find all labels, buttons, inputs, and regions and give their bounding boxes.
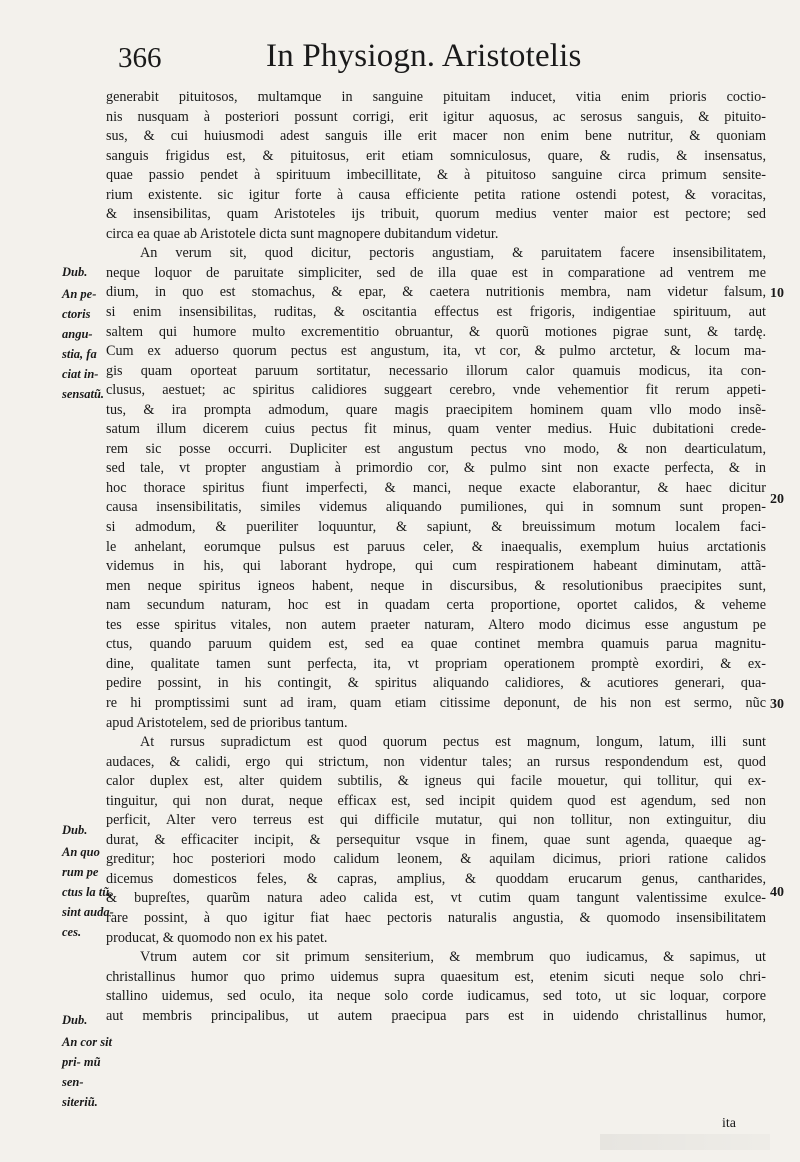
text-line: stallino uidemus, sed oculo, ita neque solo corde iudicamus, sed toto, ut sic loquar, corpore xyxy=(106,988,766,1005)
text-line: producat, & quomodo non ex his patet. xyxy=(106,929,328,946)
margin-note xyxy=(62,262,116,404)
margin-note xyxy=(62,1010,116,1112)
text-line: tus, & ira prompta admodum, quare magis praecipitem hominem quam vllo modo insẽ- xyxy=(106,401,766,418)
text-line: aut membris principalibus, ut autem praecipua pars est in uidendo christallinus humor, xyxy=(106,1007,766,1024)
margin-note-text: An pe- ctoris angu- stia, fa ciat in- sensatũ. xyxy=(62,287,105,401)
text-line: le anhelant, eorumque pulsus est paruus celer, & inaequalis, exemplum huius arctationis xyxy=(106,538,766,555)
paragraph xyxy=(106,244,766,733)
text-line: sanguis frigidus est, & pituitosus, erit etiam somniculosus, quare, & rudis, & insensatus, xyxy=(106,147,766,164)
text-line: ctus, quando paruum quidem est, sed ea quae continet membra quamuis parua magnitu- xyxy=(106,636,766,653)
text-line: saltem qui humore multo excrementitio obruantur, & quorũ motiones pigrae sunt, & tardę. xyxy=(106,323,766,340)
text-line: rium existente. sic igitur forte à causa efficiente petita ratione ostendi potest, & voracitas, xyxy=(106,186,766,203)
text-line: An verum sit, quod dicitur, pectoris angustiam, & paruitatem facere insensibilitatem, xyxy=(140,245,766,262)
text-line: clusus, aestuet; ac spiritus calidiores suggeart cerebro, vnde vehementior fit rerum appeti- xyxy=(106,382,766,399)
margin-note xyxy=(62,820,116,942)
text-line: & bupreſtes, quarũm natura adeo calida est, vt cutim quam tangunt valentissime exulce- xyxy=(106,890,766,907)
margin-note-dub: Dub. xyxy=(62,265,88,279)
body-text xyxy=(106,88,766,1026)
text-line: nam secundum naturam, hoc est in quadam certa proportione, oportet calidos, & veheme xyxy=(106,597,766,614)
text-line: circa ea quae ab Aristotele dicta sunt magnopere dubitandum videtur. xyxy=(106,225,499,242)
text-line: rem sic posse occurri. Dupliciter est angustum pectus vno modo, & non dearticulatum, xyxy=(106,440,766,457)
margin-note-dub: Dub. xyxy=(62,1013,88,1027)
text-line: Cum ex aduerso quorum pectus est angustum, ita, vt cor, & pulmo arctetur, & locum ma- xyxy=(106,343,766,360)
text-line: si admodum, & pueriliter loquuntur, & sapiunt, & breuissimum motum localem faci- xyxy=(106,519,766,536)
text-line: tes esse spiritus vitales, non autem praeter naturam, Altero modo dicimus esse angustum pe xyxy=(106,616,766,633)
text-line: videmus in his, qui laborant hydrope, qui cum respirationem habeant diminutam, attã- xyxy=(106,558,766,575)
text-line: pedire possint, in his contingit, & spiritus aliquando calidiores, & acutiores generari, qua- xyxy=(106,675,766,692)
text-line: audaces, & calidi, ergo qui strictum, non videntur tales; an rursus respondendum est, quod xyxy=(106,753,766,770)
text-line: tinguitur, qui non durat, neque efficax est, sed incipit quidem quod est agendum, sed non xyxy=(106,792,766,809)
margin-note-text: An cor sit pri- mũ sen- siteriũ. xyxy=(62,1035,113,1109)
paragraph xyxy=(106,733,766,948)
text-line: generabit pituitosos, multamque in sanguine pituitam inducet, vitia enim prioris coctio- xyxy=(106,89,766,105)
text-line: perficit, Alter vero terreus est qui difficile mutatur, qui non tollitur, non extinguitur, diu xyxy=(106,812,766,829)
text-line: sed tale, vt propter angustiam à primordio cor, & pulmo sint non exacte perfecta, & in xyxy=(106,460,766,477)
text-line: durat, & efficaciter incipit, & persequitur vsque in finem, quae sunt agenda, quaeque ag- xyxy=(106,831,766,848)
text-line: hoc thorace spiritus fiunt imperfecti, & manci, neque exacte elaborantur, & haec dicitur xyxy=(106,479,766,496)
text-line: quae passio pendet à spirituum imbecillitate, & à pituitoso sanguine circa primum sensite- xyxy=(106,167,766,184)
text-line: re hi promptissimi sunt ad iram, quam etiam citissime deponunt, de his non est sermo, nũc xyxy=(106,694,766,711)
text-line: causa insensibilitatis, similes videmus aliquando pumiliones, qui in somnum sunt propen- xyxy=(106,499,766,516)
text-line: si enim insensibilitas, ruditas, & oscitantia effectus est frigoris, indigentiae spirituum, aut xyxy=(106,304,766,321)
text-line: dium, in quo est stomachus, & epar, & caetera nutritionis membra, nam videtur falsum, xyxy=(106,284,766,301)
text-line: & insensibilitas, quam Aristoteles ijs tribuit, quorum medius venter maior est pectore; sed xyxy=(106,206,766,223)
catchword: ita xyxy=(722,1116,736,1131)
text-line: calor duplex est, alter quidem subtilis, & igneus qui facile mouetur, qui tollitur, qui ex- xyxy=(106,773,766,790)
text-line: sus, & cui huiusmodi adest sanguis ille erit macer non enim bene nutritur, & quoniam xyxy=(106,128,766,145)
text-line: At rursus supradictum est quod quorum pectus est magnum, longum, latum, illi sunt xyxy=(140,734,766,751)
paragraph xyxy=(106,88,766,244)
line-number: 10 xyxy=(770,286,784,301)
line-number: 20 xyxy=(770,492,784,507)
text-line: dicemus domesticos feles, & capras, amplius, & quoddam erucarum genus, cantharides, xyxy=(106,870,766,887)
text-line: nis nusquam à posteriori possunt corrigi, erit igitur aquosus, ac serosus sanguis, & pituito- xyxy=(106,108,766,125)
line-number: 40 xyxy=(770,885,784,900)
text-line: greditur; hoc posteriori modo calidum leonem, & aquilam dicimus, priori ratione calidos xyxy=(106,851,766,868)
text-line: rare possint, à quo igitur fiat haec pectoris naturalis angustia, & quomodo insensibilitatem xyxy=(106,909,766,926)
text-line: gis quam oporteat paruum sortitatur, necessario illorum calor quamuis modicus, ita con- xyxy=(106,362,766,379)
text-line: neque loquor de paruitate simpliciter, sed de illa quae est in comparatione ad ventrem me xyxy=(106,264,766,281)
text-line: apud Aristotelem, sed de prioribus tantum. xyxy=(106,714,348,731)
text-line: Vtrum autem cor sit primum sensiterium, & membrum quo iudicamus, & sapimus, ut xyxy=(140,949,766,966)
text-line: men neque spiritus igneos habent, neque in discursibus, & resolutionibus praecipites sunt, xyxy=(106,577,766,594)
line-number: 30 xyxy=(770,697,784,712)
text-line: dine, qualitate tamen sunt perfecta, ita, vt propriam operationem promptè exordiri, & ex- xyxy=(106,655,766,672)
text-line: satum illum dicerem cuius pectus fit minus, quam venter medius. Huic dubitationi crede- xyxy=(106,421,766,438)
page-number: 366 xyxy=(118,42,162,74)
paragraph xyxy=(106,948,766,1026)
text-line: christallinus humor quo primo uidemus supra quaesitum est, etenim sicuti neque solo chri- xyxy=(106,968,766,985)
margin-note-text: An quo rum pe ctus la tũ, sint auda- ces. xyxy=(62,845,114,939)
running-title: In Physiogn. Aristotelis xyxy=(266,38,582,74)
bleed-through-smudge xyxy=(600,1134,770,1150)
page-header xyxy=(118,38,638,84)
margin-note-dub: Dub. xyxy=(62,823,88,837)
